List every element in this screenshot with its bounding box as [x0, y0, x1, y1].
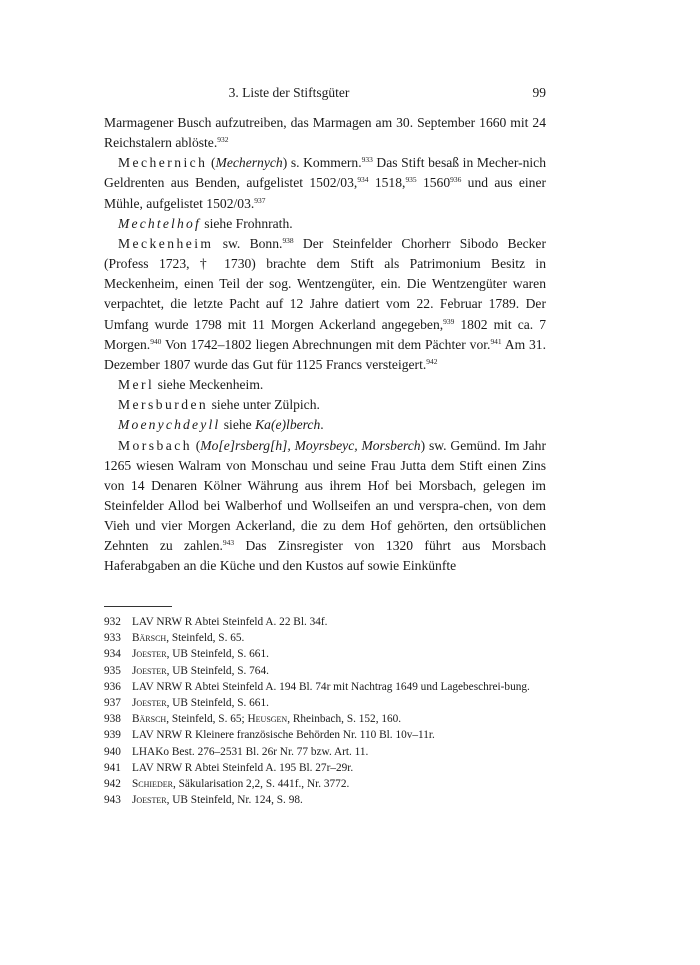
entry-head: Meckenheim: [118, 235, 214, 251]
text: , Steinfeld, S. 65.: [166, 632, 245, 645]
author-name: Heusgen: [247, 713, 288, 726]
entry-variant: Mechernych: [215, 155, 283, 171]
entry-head: Merl: [118, 377, 155, 393]
footnote-number: 935: [104, 664, 121, 677]
footnote-text: [132, 695, 546, 711]
entry-mechernich: [104, 153, 546, 213]
text: 1802 mit ca. 7 Morgen.: [104, 316, 546, 352]
text: , Säkularisation 2,2, S. 441f., Nr. 3772.: [172, 778, 350, 791]
footnote: [104, 663, 546, 679]
footnote-ref: 936: [450, 175, 462, 185]
text: siehe Meckenheim.: [154, 377, 264, 393]
text: 1560: [416, 175, 451, 191]
text: , UB Steinfeld, S. 764.: [166, 664, 269, 677]
footnote-text: [132, 711, 546, 727]
author-name: Schieder: [132, 778, 173, 791]
author-name: Joester: [132, 648, 167, 661]
main-text: [104, 113, 546, 577]
footnote-number: 940: [104, 745, 121, 758]
text: , Steinfeld, S. 65;: [166, 713, 248, 726]
footnote: [104, 760, 546, 776]
entry-morsbach: [104, 436, 546, 577]
running-head-title: 3. Liste der Stiftsgüter: [228, 85, 350, 100]
footnote-ref: 935: [405, 175, 417, 185]
author-name: Joester: [132, 664, 167, 677]
footnote: [104, 776, 546, 792]
footnote: [104, 744, 546, 760]
text: LHAKo Best. 276–2531 Bl. 26r Nr. 77 bzw. Art. 11.: [132, 745, 369, 758]
text: LAV NRW R Abtei Steinfeld A. 22 Bl. 34f.: [132, 616, 328, 628]
footnote-text: [132, 630, 546, 646]
footnote-ref: 940: [150, 336, 162, 346]
author-name: Joester: [132, 697, 167, 710]
entry-variant: Mo[e]rsberg[h], Moyrsbeyc, Morsberch: [200, 437, 421, 453]
footnote-rule: [104, 606, 172, 607]
entry-head: Mersburden: [118, 397, 209, 413]
footnote-number: 942: [104, 778, 121, 791]
footnote-text: [132, 614, 546, 630]
entry-mersburden: [104, 395, 546, 415]
footnote-ref: 932: [217, 135, 229, 145]
text: Der Steinfelder Chorherr Sibodo Becker (Profess 1723, † 1730) brachte dem Stift als Patrimonium Besitz in Meckenheim, einen Teil der sog. Wentzengüter, ein. Die Wentzengüter waren verpachtet, die letzte Pacht auf 12 Jahre datiert vom 22. Februar 1789. Der Umfang wurde 1798 mit 11 Morgen Ackerland angegeben,: [104, 235, 546, 332]
text: ) s. Kommern.: [282, 155, 362, 171]
author-name: Joester: [132, 794, 167, 807]
footnote-ref: 939: [443, 316, 455, 326]
text: sw. Bonn.: [213, 235, 283, 251]
text: Das Zinsregister von 1320 führt aus Morsbach Haferabgaben an die Küche und den Kustos auf sowie Einkünfte: [104, 538, 546, 574]
footnote-ref: 937: [254, 195, 266, 205]
footnote-number: 937: [104, 697, 121, 710]
footnote-text: [132, 663, 546, 679]
text: Von 1742–1802 liegen Abrechnungen mit dem Pächter vor.: [161, 336, 491, 352]
footnote-number: 934: [104, 648, 121, 661]
entry-merl: [104, 375, 546, 395]
footnote-text: [132, 646, 546, 662]
author-name: Bärsch: [132, 713, 167, 726]
page-number: 99: [532, 85, 546, 100]
author-name: Bärsch: [132, 632, 167, 645]
text: .: [320, 417, 324, 433]
footnote-text: [132, 727, 546, 743]
footnote: [104, 711, 546, 727]
text: siehe: [220, 417, 256, 433]
text: und aus einer Mühle, aufgelistet 1502/03.: [104, 175, 547, 211]
footnote: [104, 679, 546, 695]
footnote-number: 938: [104, 713, 121, 726]
entry-head: Moenychdeyll: [118, 417, 221, 433]
footnote: [104, 695, 546, 711]
text: , UB Steinfeld, S. 661.: [166, 697, 269, 710]
text: Das Stift besaß in Mecher-nich Geldrenten aus Benden, aufgelistet 1502/03,: [104, 155, 547, 191]
footnote: [104, 614, 546, 630]
text: (: [191, 437, 201, 453]
footnote: [104, 792, 546, 808]
text: Im Jahr 1265 wiesen Walram von Monschau und seine Frau Jutta dem Stift einen Zins von 14 Denaren Kölner Währung aus ihrem Hof bei Morsbach, gelegen im Steinfelder Allod bei Walberhof und Wollseifen an und verspra-chen, von dem Vieh und vier Morgen Ackerland, die zu dem Hof gehörten, den ortsüblichen Zehnten zu zahlen.: [104, 437, 546, 554]
footnote-text: [132, 760, 546, 776]
footnote: [104, 727, 546, 743]
cross-reference: Ka(e)lberch: [255, 417, 321, 433]
footnote: [104, 630, 546, 646]
text: siehe Frohnrath.: [200, 215, 293, 231]
text: 1518,: [368, 175, 406, 191]
footnote-ref: 941: [490, 336, 502, 346]
footnote-ref: 942: [426, 357, 438, 367]
text: , Rheinbach, S. 152, 160.: [287, 713, 402, 726]
entry-mechtelhof: [104, 214, 546, 234]
footnote-ref: 938: [282, 236, 294, 246]
footnote-number: 932: [104, 616, 121, 628]
entry-moenychdeyll: [104, 415, 546, 435]
footnote-number: 933: [104, 632, 121, 645]
text: LAV NRW R Abtei Steinfeld A. 194 Bl. 74r mit Nachtrag 1649 und Lagebeschrei-bung.: [132, 680, 530, 693]
footnote: [104, 646, 546, 662]
entry-meckenheim: [104, 234, 546, 375]
footnote-number: 936: [104, 680, 121, 693]
footnote-text: [132, 679, 546, 695]
footnote-number: 939: [104, 729, 121, 742]
entry-head: Mechernich: [118, 155, 208, 171]
footnote-ref: 943: [222, 538, 235, 548]
text: siehe unter Zülpich.: [208, 397, 320, 413]
entry-head: Mechtelhof: [118, 215, 201, 231]
text: , UB Steinfeld, Nr. 124, S. 98.: [166, 794, 303, 807]
footnote-text: [132, 776, 546, 792]
text: LAV NRW R Kleinere französische Behörden Nr. 110 Bl. 10v–11r.: [132, 729, 435, 742]
footnote-text: [132, 744, 546, 760]
text: (: [207, 155, 216, 171]
footnote-ref: 933: [361, 155, 373, 165]
text: ) sw. Gemünd.: [420, 437, 501, 453]
entry-head: Morsbach: [118, 437, 192, 453]
paragraph-continuation: [104, 113, 546, 153]
footnotes: [104, 614, 546, 808]
text: Am 31. Dezember 1807 wurde das Gut für 1125 Francs versteigert.: [104, 336, 546, 372]
text: LAV NRW R Abtei Steinfeld A. 195 Bl. 27r–29r.: [132, 761, 354, 774]
footnote-ref: 934: [357, 175, 369, 185]
footnote-number: 941: [104, 761, 121, 774]
footnote-number: 943: [104, 794, 121, 807]
text: , UB Steinfeld, S. 661.: [166, 648, 269, 661]
footnote-text: [132, 792, 546, 808]
paragraph-text: Marmagener Busch aufzutreiben, das Marmagen am 30. September 1660 mit 24 Reichstalern ablöste.: [104, 115, 546, 151]
